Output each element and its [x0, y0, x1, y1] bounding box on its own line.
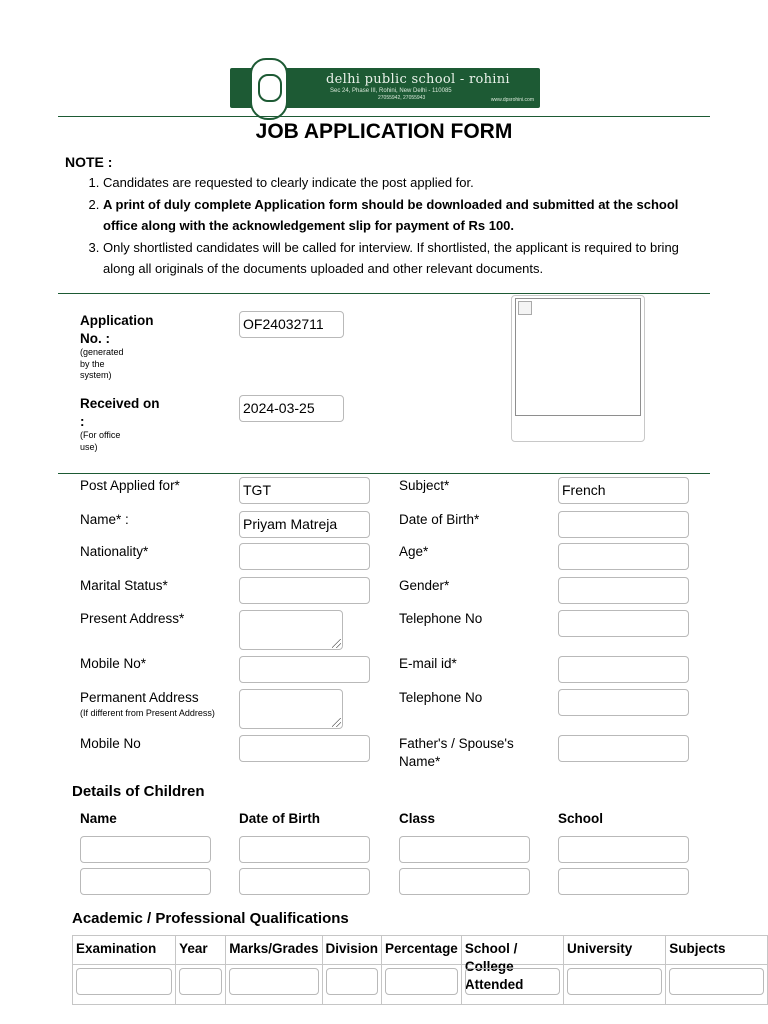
school-address: Sec 24, Phase III, Rohini, New Delhi - 110085	[330, 88, 452, 94]
note-list	[62, 172, 713, 280]
children-heading: Details of Children	[72, 783, 205, 800]
division-field[interactable]	[326, 968, 379, 995]
child2-class-field[interactable]	[399, 868, 530, 895]
permanent-address-hint: (If different from Present Address)	[80, 708, 215, 718]
children-col-name: Name	[80, 811, 117, 826]
father-spouse-field[interactable]	[558, 735, 689, 762]
telephone-field[interactable]	[558, 610, 689, 637]
email-label: E-mail id*	[399, 656, 457, 671]
age-label: Age*	[399, 544, 429, 559]
father-spouse-label: Father's / Spouse's Name*	[399, 736, 514, 769]
examination-field[interactable]	[76, 968, 172, 995]
children-col-school: School	[558, 811, 604, 826]
permanent-address-label: Permanent Address	[80, 690, 199, 705]
children-col-dob: Date of Birth	[239, 811, 320, 826]
page-title: JOB APPLICATION FORM	[255, 120, 513, 143]
name-field[interactable]: Priyam Matreja	[239, 511, 370, 538]
email-field[interactable]	[558, 656, 689, 683]
dob-field[interactable]	[558, 511, 689, 538]
marital-status-field[interactable]	[239, 577, 370, 604]
gender-label: Gender*	[399, 578, 450, 593]
dob-label: Date of Birth*	[399, 512, 480, 527]
child2-school-field[interactable]	[558, 868, 689, 895]
post-applied-field[interactable]: TGT	[239, 477, 370, 504]
qualifications-heading: Academic / Professional Qualifications	[72, 910, 349, 927]
note-heading: NOTE :	[65, 154, 113, 170]
received-on-label: Received on :	[80, 396, 160, 429]
telephone2-label: Telephone No	[399, 690, 483, 705]
child1-class-field[interactable]	[399, 836, 530, 863]
subject-label: Subject*	[399, 478, 450, 493]
post-applied-label: Post Applied for*	[80, 478, 180, 493]
school-phones: 27055942, 27055943	[378, 95, 426, 101]
child1-school-field[interactable]	[558, 836, 689, 863]
present-address-field[interactable]	[239, 610, 343, 650]
child1-dob-field[interactable]	[239, 836, 370, 863]
divider-form	[58, 473, 710, 474]
col-year: Year	[179, 941, 208, 956]
telephone-label: Telephone No	[399, 611, 483, 626]
qualifications-table	[72, 935, 768, 1005]
marital-status-label: Marital Status*	[80, 578, 168, 593]
school-college-field[interactable]	[465, 968, 560, 995]
col-percentage: Percentage	[385, 941, 458, 956]
application-no-label: Application No. :	[80, 313, 154, 346]
child2-dob-field[interactable]	[239, 868, 370, 895]
photo-placeholder	[515, 298, 641, 416]
received-on-field[interactable]: 2024-03-25	[239, 395, 344, 422]
subjects-field[interactable]	[669, 968, 764, 995]
name-label: Name* :	[80, 512, 129, 527]
col-school-college: School / College Attended	[464, 941, 524, 992]
children-col-class: Class	[399, 811, 436, 826]
broken-image-icon	[518, 301, 532, 315]
school-website: www.dpsrohini.com	[490, 97, 534, 103]
photo-upload[interactable]	[511, 295, 645, 442]
child2-name-field[interactable]	[80, 868, 211, 895]
school-logo-banner	[230, 68, 540, 108]
mobile2-field[interactable]	[239, 735, 370, 762]
col-subjects: Subjects	[669, 941, 726, 956]
school-crest-icon	[250, 58, 288, 120]
col-university: University	[566, 941, 633, 956]
col-marks: Marks/Grades	[229, 941, 319, 956]
telephone2-field[interactable]	[558, 689, 689, 716]
mobile-field[interactable]	[239, 656, 370, 683]
gender-field[interactable]	[558, 577, 689, 604]
present-address-label: Present Address*	[80, 611, 185, 626]
percentage-field[interactable]	[385, 968, 458, 995]
subject-field[interactable]: French	[558, 477, 689, 504]
received-on-hint: (For office use)	[80, 430, 121, 452]
year-field[interactable]	[179, 968, 222, 995]
child1-name-field[interactable]	[80, 836, 211, 863]
application-no-field[interactable]: OF24032711	[239, 311, 344, 338]
mobile-label: Mobile No*	[80, 656, 147, 671]
mobile2-label: Mobile No	[80, 736, 141, 751]
school-name: delhi public school - rohini	[326, 72, 510, 87]
nationality-label: Nationality*	[80, 544, 149, 559]
age-field[interactable]	[558, 543, 689, 570]
divider-top	[58, 116, 710, 117]
permanent-address-field[interactable]	[239, 689, 343, 729]
col-examination: Examination	[76, 941, 157, 956]
nationality-field[interactable]	[239, 543, 370, 570]
table-row	[73, 965, 768, 1005]
application-no-hint: (generated by the system)	[80, 347, 124, 380]
col-division: Division	[325, 941, 379, 956]
divider-note	[58, 293, 710, 294]
marks-field[interactable]	[229, 968, 318, 995]
note-item: 2. A print of duly complete Application form should be downloaded and submitted at the school office along with the acknowledgement slip for payment of Rs 100.	[103, 194, 713, 237]
university-field[interactable]	[567, 968, 662, 995]
table-header-row	[73, 936, 768, 965]
note-item: 3. Only shortlisted candidates will be called for interview. If shortlisted, the applicant is required to bring along all originals of the documents uploaded and other relevant documents.	[103, 237, 713, 280]
note-item: 1. Candidates are requested to clearly indicate the post applied for.	[103, 172, 713, 194]
